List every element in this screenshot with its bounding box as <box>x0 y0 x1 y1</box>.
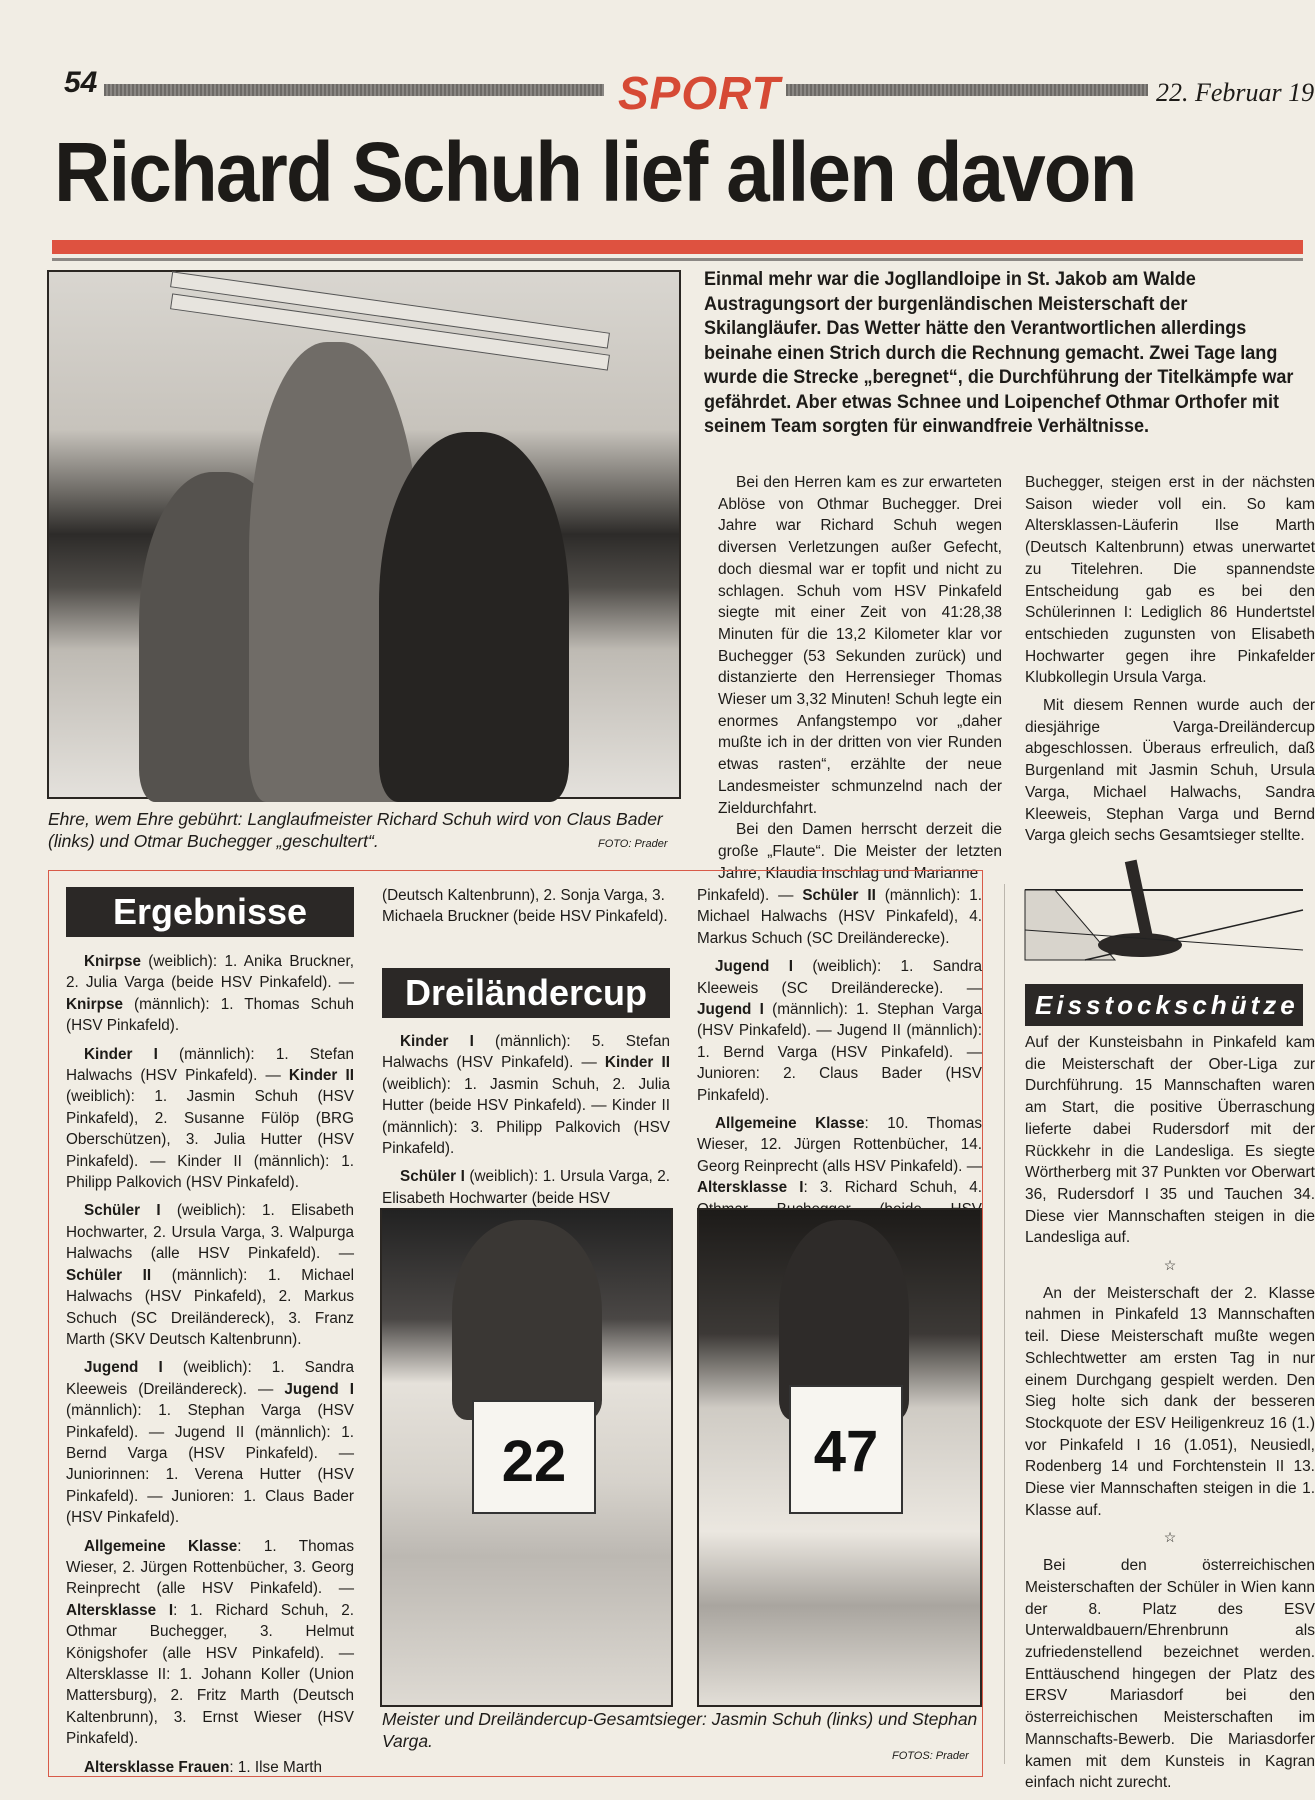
article-paragraph: Mit diesem Rennen wurde auch der diesjährige Varga-Dreiländercup abgeschlossen. Überaus erfreulich, daß Burgenland mit Jasmin Schuh, Ursula Varga, Michael Halwachs, Sandra Kleeweis, Stephan Varga und Bernd Varga gleich sechs Gesamtsieger stellte. <box>1025 697 1315 845</box>
page-number: 54 <box>64 66 98 99</box>
result-entry: Schüler I (weiblich): 1. Elisabeth Hochwarter, 2. Ursula Varga, 3. Walpurga Halwachs (alle HSV Pinkafeld). — Schüler II (männlich): 1. Michael Halwachs (HSV Pinkafeld), 2. Markus Schuch (SC Dreiländereck), 3. Franz Marth (SKV Deutsch Kaltenbrunn). <box>66 1202 355 1348</box>
separator-star: ☆ <box>1163 1529 1177 1546</box>
section-title: SPORT <box>618 67 781 119</box>
photo-figure-right <box>379 432 569 802</box>
main-photo-caption: Ehre, wem Ehre gebührt: Langlaufmeister Richard Schuh wird von Claus Bader (links) und Otmar Buchegger „geschultert“. <box>48 809 663 851</box>
result-entry: Jugend I (weiblich): 1. Sandra Kleeweis (Dreiländereck). — Jugend I (männlich): 1. Stephan Varga (HSV Pinkafeld). — Jugend II (männlich): 1. Bernd Varga (HSV Pinkafeld). — Juniorinnen: 1. Verena Hutter (HSV Pinkafeld). — Junioren: 1. Claus Bader (HSV Pinkafeld). <box>66 1359 355 1527</box>
headline-rule-thin <box>52 258 1303 261</box>
issue-date: 22. Februar 19 <box>1156 78 1315 107</box>
column-divider <box>1004 884 1005 1764</box>
header-rule-left <box>104 84 604 96</box>
bottom-photo-caption: Meister und Dreiländercup-Gesamtsieger: Jasmin Schuh (links) und Stephan Varga. <box>382 1709 978 1751</box>
eisstock-title: Eisstockschütze <box>1025 984 1303 1026</box>
separator-star: ☆ <box>1163 1257 1177 1274</box>
eisstock-paragraph: An der Meisterschaft der 2. Klasse nahmen in Pinkafeld 13 Mannschaften teil. Diese Meisterschaft mußte wegen Schlechtwetter am ersten Tag in nur einem Durchgang gespielt werden. Den Sieg holte sich dank der besseren Stockquote der ESV Heiligenkreuz 16 (1.) vor Pinkafeld I 16 (1.051), Neusiedl, Rodenberg 14 und Forchtenstein II 13. Diese vier Mannschaften steigen in die 1. Klasse auf. <box>1025 1284 1315 1519</box>
bottom-photo-credit: FOTOS: Prader <box>892 1750 969 1762</box>
result-entry: Jugend I (weiblich): 1. Sandra Kleeweis (SC Dreiländerecke). — Jugend I (männlich): 1. Stephan Varga (HSV Pinkafeld). — Jugend II (männlich): 1. Bernd Varga (HSV Pinkafeld). — Junioren: 2. Claus Bader (HSV Pinkafeld). <box>697 958 983 1104</box>
results-column-2-top: (Deutsch Kaltenbrunn), 2. Sonja Varga, 3. Michaela Bruckner (beide HSV Pinkafeld). <box>382 887 668 926</box>
eisstock-illustration <box>1025 850 1303 976</box>
bib-number: 47 <box>789 1385 903 1514</box>
results-column-2 <box>382 1031 670 1216</box>
result-entry: Allgemeine Klasse: 10. Thomas Wieser, 12. Jürgen Rottenbücher, 14. Georg Reinprecht (alls HSV Pinkafeld). — Altersklasse I: 3. Richard Schuh, 4. <box>697 1115 983 1197</box>
headline-rule <box>52 240 1303 254</box>
ergebnisse-title: Ergebnisse <box>66 887 354 937</box>
result-entry: Pinkafeld). — Schüler II (männlich): 1. Michael Halwachs (HSV Pinkafeld), 4. Markus Schuch (SC Dreiländerecke). <box>697 887 982 947</box>
dreilaendercup-title: Dreiländercup <box>382 968 670 1018</box>
eisstock-column <box>1025 1032 1315 1794</box>
article-paragraph: Bei den Damen herrscht derzeit die große „Flaute“. Die Meister der letzten Jahre, Klaudia Inschlag und Marianne <box>718 821 1002 882</box>
headline: Richard Schuh lief allen davon <box>54 125 1136 219</box>
article-column-1 <box>718 472 1002 884</box>
eisstock-paragraph: Auf der Kunsteisbahn in Pinkafeld kam die Meisterschaft der Ober-Liga zur Durchführung. 15 Mannschaften waren am Start, die positive Überraschung lieferte dabei Rudersdorf mit der Rückkehr in die Landesliga. Es siegte Wörtherberg mit 37 Punkten vor Oberwart 36, Rudersdorf I 35 und Tauchen 34. Diese vier Mannschaften steigen in die Landesliga auf. <box>1025 1034 1315 1247</box>
result-entry: Allgemeine Klasse: 1. Thomas Wieser, 2. Jürgen Rottenbücher, 3. Georg Reinprecht (alle HSV Pinkafeld). — Altersklasse I: 1. Richard Schuh, 2. Othmar Buchegger, 3. Helmut Königshofer (alle HSV Pinkafeld). — Altersklasse II: 1. Johann Koller (Union Mattersburg), 2. Fritz Marth (Deutsch Kaltenbrunn), 3. Ernst Wieser (HSV Pinkafeld). <box>66 1537 354 1748</box>
results-column-3 <box>697 885 982 1249</box>
result-entry: Schüler I (weiblich): 1. Ursula Varga, 2. Elisabeth Hochwarter (beide HSV <box>382 1168 670 1207</box>
result-entry: Altersklasse Frauen: 1. Ilse Marth <box>84 1758 323 1776</box>
lead-paragraph: Einmal mehr war die Jogllandloipe in St. Jakob am Walde Austragungsort der burgenländischen Meisterschaft der Skilangläufer. Das Wetter hätte den Verantwortlichen allerdings beinahe einen Strich durch die Rechnung gemacht. Zwei Tage lang wurde die Strecke „beregnet“, die Durchführung der Titelkämpfe war gefährdet. Aber etwas Schnee und Loipenchef Othmar Orthofer mit seinem Team sorgten für einwandfreie Verhältnisse. <box>704 269 1294 437</box>
article-column-2 <box>1025 472 1315 845</box>
result-entry: Kinder I (männlich): 1. Stefan Halwachs (HSV Pinkafeld). — Kinder II (weiblich): 1. Jasmin Schuh (HSV Pinkafeld), 2. Susanne Fülöp (BRG Oberschützen), 3. Julia Hutter (HSV Pinkafeld). — Kinder II (männlich): 1. Philipp Palkovich (HSV Pinkafeld). <box>66 1045 354 1192</box>
photo-stephan-varga <box>697 1208 982 1707</box>
result-entry: Kinder I (männlich): 5. Stefan Halwachs (HSV Pinkafeld). — Kinder II (weiblich): 1. Jasmin Schuh, 2. Julia Hutter (beide HSV Pinkafeld). — Kinder II (männlich): 3. Philipp Palkovich (HSV Pinkafeld). <box>382 1033 670 1158</box>
article-paragraph: Buchegger, steigen erst in der nächsten Saison wieder voll ein. So kam Altersklassen-Läuferin Ilse Marth (Deutsch Kaltenbrunn) etwas unerwartet zu Titelehren. Die spannendste Entscheidung gab es bei den Schülerinnen I: Lediglich 86 Hundertstel entschieden zugunsten von Elisabeth Hochwarter gegen ihre Pinkafelder Klubkollegin Ursula Varga. <box>1025 474 1315 687</box>
eisstock-paragraph: Bei den österreichischen Meisterschaften der Schüler in Wien kann der 8. Platz des ESV Unterwaldbauern/Ehrenbrunn als zufriedenstellend bezeichnet werden. Enttäuschend hingegen der Platz des ERSV Mariasdorf bei den österreichischen Meisterschaften im Mannschafts-Bewerb. Die Mariasdorfer kamen mit dem Kunsteis in Kagran einfach nicht zurecht. <box>1025 1557 1315 1792</box>
header-rule-right <box>786 84 1148 96</box>
result-entry: Knirpse (weiblich): 1. Anika Bruckner, 2. Julia Varga (beide HSV Pinkafeld). — Knirpse (männlich): 1. Thomas Schuh (HSV Pinkafeld). <box>66 953 354 1035</box>
photo-jasmin-schuh <box>380 1208 673 1707</box>
bib-number: 22 <box>472 1400 596 1514</box>
main-photo <box>47 270 681 799</box>
main-photo-credit: FOTO: Prader <box>598 838 668 850</box>
article-paragraph: Bei den Herren kam es zur erwarteten Ablöse von Othmar Buchegger. Drei Jahre war Richard Schuh wegen diversen Verletzungen außer Gefecht, doch diesmal war er topfit und nicht zu schlagen. Schuh vom HSV Pinkafeld siegte mit einer Zeit von 41:28,38 Minuten für die 13,2 Kilometer klar vor Buchegger (53 Sekunden zurück) und distanzierte den Herrensieger Thomas Wieser um 3,32 Minuten! Schuh legte ein enormes Anfangstempo vor „daher mußte ich in der dritten von vier Runden etwas rasten“, erzählte der neue Landesmeister schmunzelnd nach der Zieldurchfahrt. <box>718 474 1002 817</box>
photo-figure <box>452 1220 602 1420</box>
results-column-1 <box>66 951 354 1785</box>
